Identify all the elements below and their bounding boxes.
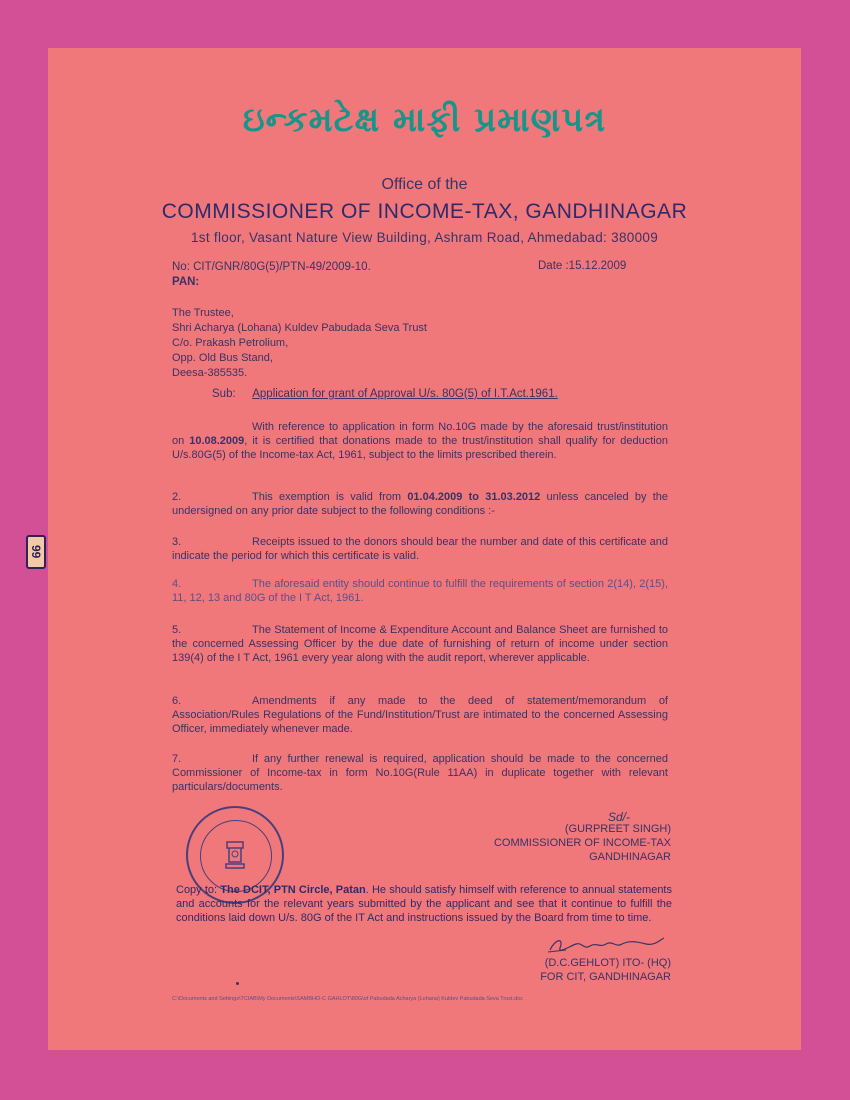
office-address: 1st floor, Vasant Nature View Building, Ashram Road, Ahmedabad: 380009 [190,230,659,245]
signature-mark: Sd/- [608,810,631,824]
paragraph-2 [172,490,668,518]
signatory-name: (GURPREET SINGH) [564,823,671,835]
addressee-block [172,306,427,381]
paragraph-number: 3. [172,536,182,548]
signatory-block [494,822,671,864]
paragraph-4 [172,577,668,605]
signatory-2-for: FOR CIT, GANDHINAGAR [540,971,671,983]
copy-to-paragraph [176,883,672,925]
paragraph-text: If any further renewal is required, application should be made to the concerned Commissioner of Income-tax in form No.10G(Rule 11AA) in duplicate together with relevant particulars/documents. [172,753,668,793]
handwritten-signature [546,934,672,958]
footer-file-path: C:\Documents and Settings\TCIAB\My Documents\SAMBHO-C GAHLOT\80G\of Pabudada Acharya (Lohana) Kuldev Pabudada Seva Trust.doc [172,996,523,1002]
copy-to-recipient: The DCIT, PTN Circle, Patan [220,884,366,896]
paragraph-3 [172,535,668,563]
paragraph-number: 2. [172,491,182,503]
certificate-page [48,48,801,1050]
copy-to-label: Copy to: [176,884,221,896]
paragraph-number: 7. [172,753,182,765]
office-name: COMMISSIONER OF INCOME-TAX, GANDHINAGAR [161,200,688,223]
subject-label: Sub: [212,388,236,400]
paragraph-6 [172,694,668,736]
paragraph-text: The aforesaid entity should continue to fulfill the requirements of section 2(14), 2(15), 11, 12, 13 and 80G of the I T Act, 1961. [172,578,668,604]
paragraph-text: Receipts issued to the donors should bear the number and date of this certificate and indicate the period for which this certificate is valid. [172,536,668,562]
paragraph-text: , it is certified that donations made to the trust/institution shall qualify for deduction U/s.80G(5) of the Income-tax Act, 1961, subject to the limits prescribed therein. [172,435,668,461]
paragraph-5 [172,623,668,665]
paragraph-number: 6. [172,695,182,707]
subject-line [212,388,558,400]
signatory-2-name: (D.C.GEHLOT) ITO- (HQ) [544,957,671,969]
office-of-label: Office of the [381,176,468,193]
paragraph-text: With reference to application in form No.10G made by the aforesaid trust/institution on [172,421,668,447]
paragraph-text: Amendments if any made to the deed of statement/memorandum of Association/Rules Regulations of the Fund/Institution/Trust are intimated to the concerned Assessing Officer, immediately whenever made. [172,695,668,735]
paragraph-number: 4. [172,578,182,590]
paragraph-1 [172,420,668,462]
paragraph-text: This exemption is valid from [252,491,408,503]
emblem-icon [222,838,248,872]
addressee-line: Opp. Old Bus Stand, [172,352,273,364]
addressee-line: Deesa-385535. [172,367,248,379]
paragraph-number: 5. [172,624,182,636]
signatory-place: GANDHINAGAR [589,851,671,863]
signatory-designation: COMMISSIONER OF INCOME-TAX [493,837,671,849]
application-date: 10.08.2009 [189,435,245,447]
page-title: ઇન્કમટેક્ષ માફી પ્રમાણપત્ર [242,100,607,140]
validity-period: 01.04.2009 to 31.03.2012 [407,491,541,503]
signatory-block-2 [540,956,671,984]
addressee-line: The Trustee, [172,307,234,319]
paragraph-text: unless canceled by the undersigned on any prior date subject to the following conditions :- [172,491,668,517]
addressee-line: Shri Acharya (Lohana) Kuldev Pabudada Seva Trust [172,322,427,334]
pan-label: PAN: [172,276,200,288]
page-number-stamp: 99 [26,535,46,569]
issue-date: Date :15.12.2009 [538,260,627,272]
paragraph-7 [172,752,668,794]
reference-number: No: CIT/GNR/80G(5)/PTN-49/2009-10. [172,261,371,273]
paragraph-text: The Statement of Income & Expenditure Account and Balance Sheet are furnished to the concerned Assessing Officer by the due date of furnishing of return of income under section 139(4) of the I T Act, 1961 every year along with the audit report, wherever applicable. [172,624,668,664]
ink-dot [236,982,239,985]
subject-text: Application for grant of Approval U/s. 80G(5) of I.T.Act.1961. [252,388,558,400]
addressee-line: C/o. Prakash Petrolium, [172,337,289,349]
copy-to-text: . He should satisfy himself with reference to annual statements and accounts for the relevant years submitted by the applicant and see that it continue to fulfill the conditions laid down U/s. 80G of the IT Act and instructions issued by the Board from time to time. [176,884,672,924]
